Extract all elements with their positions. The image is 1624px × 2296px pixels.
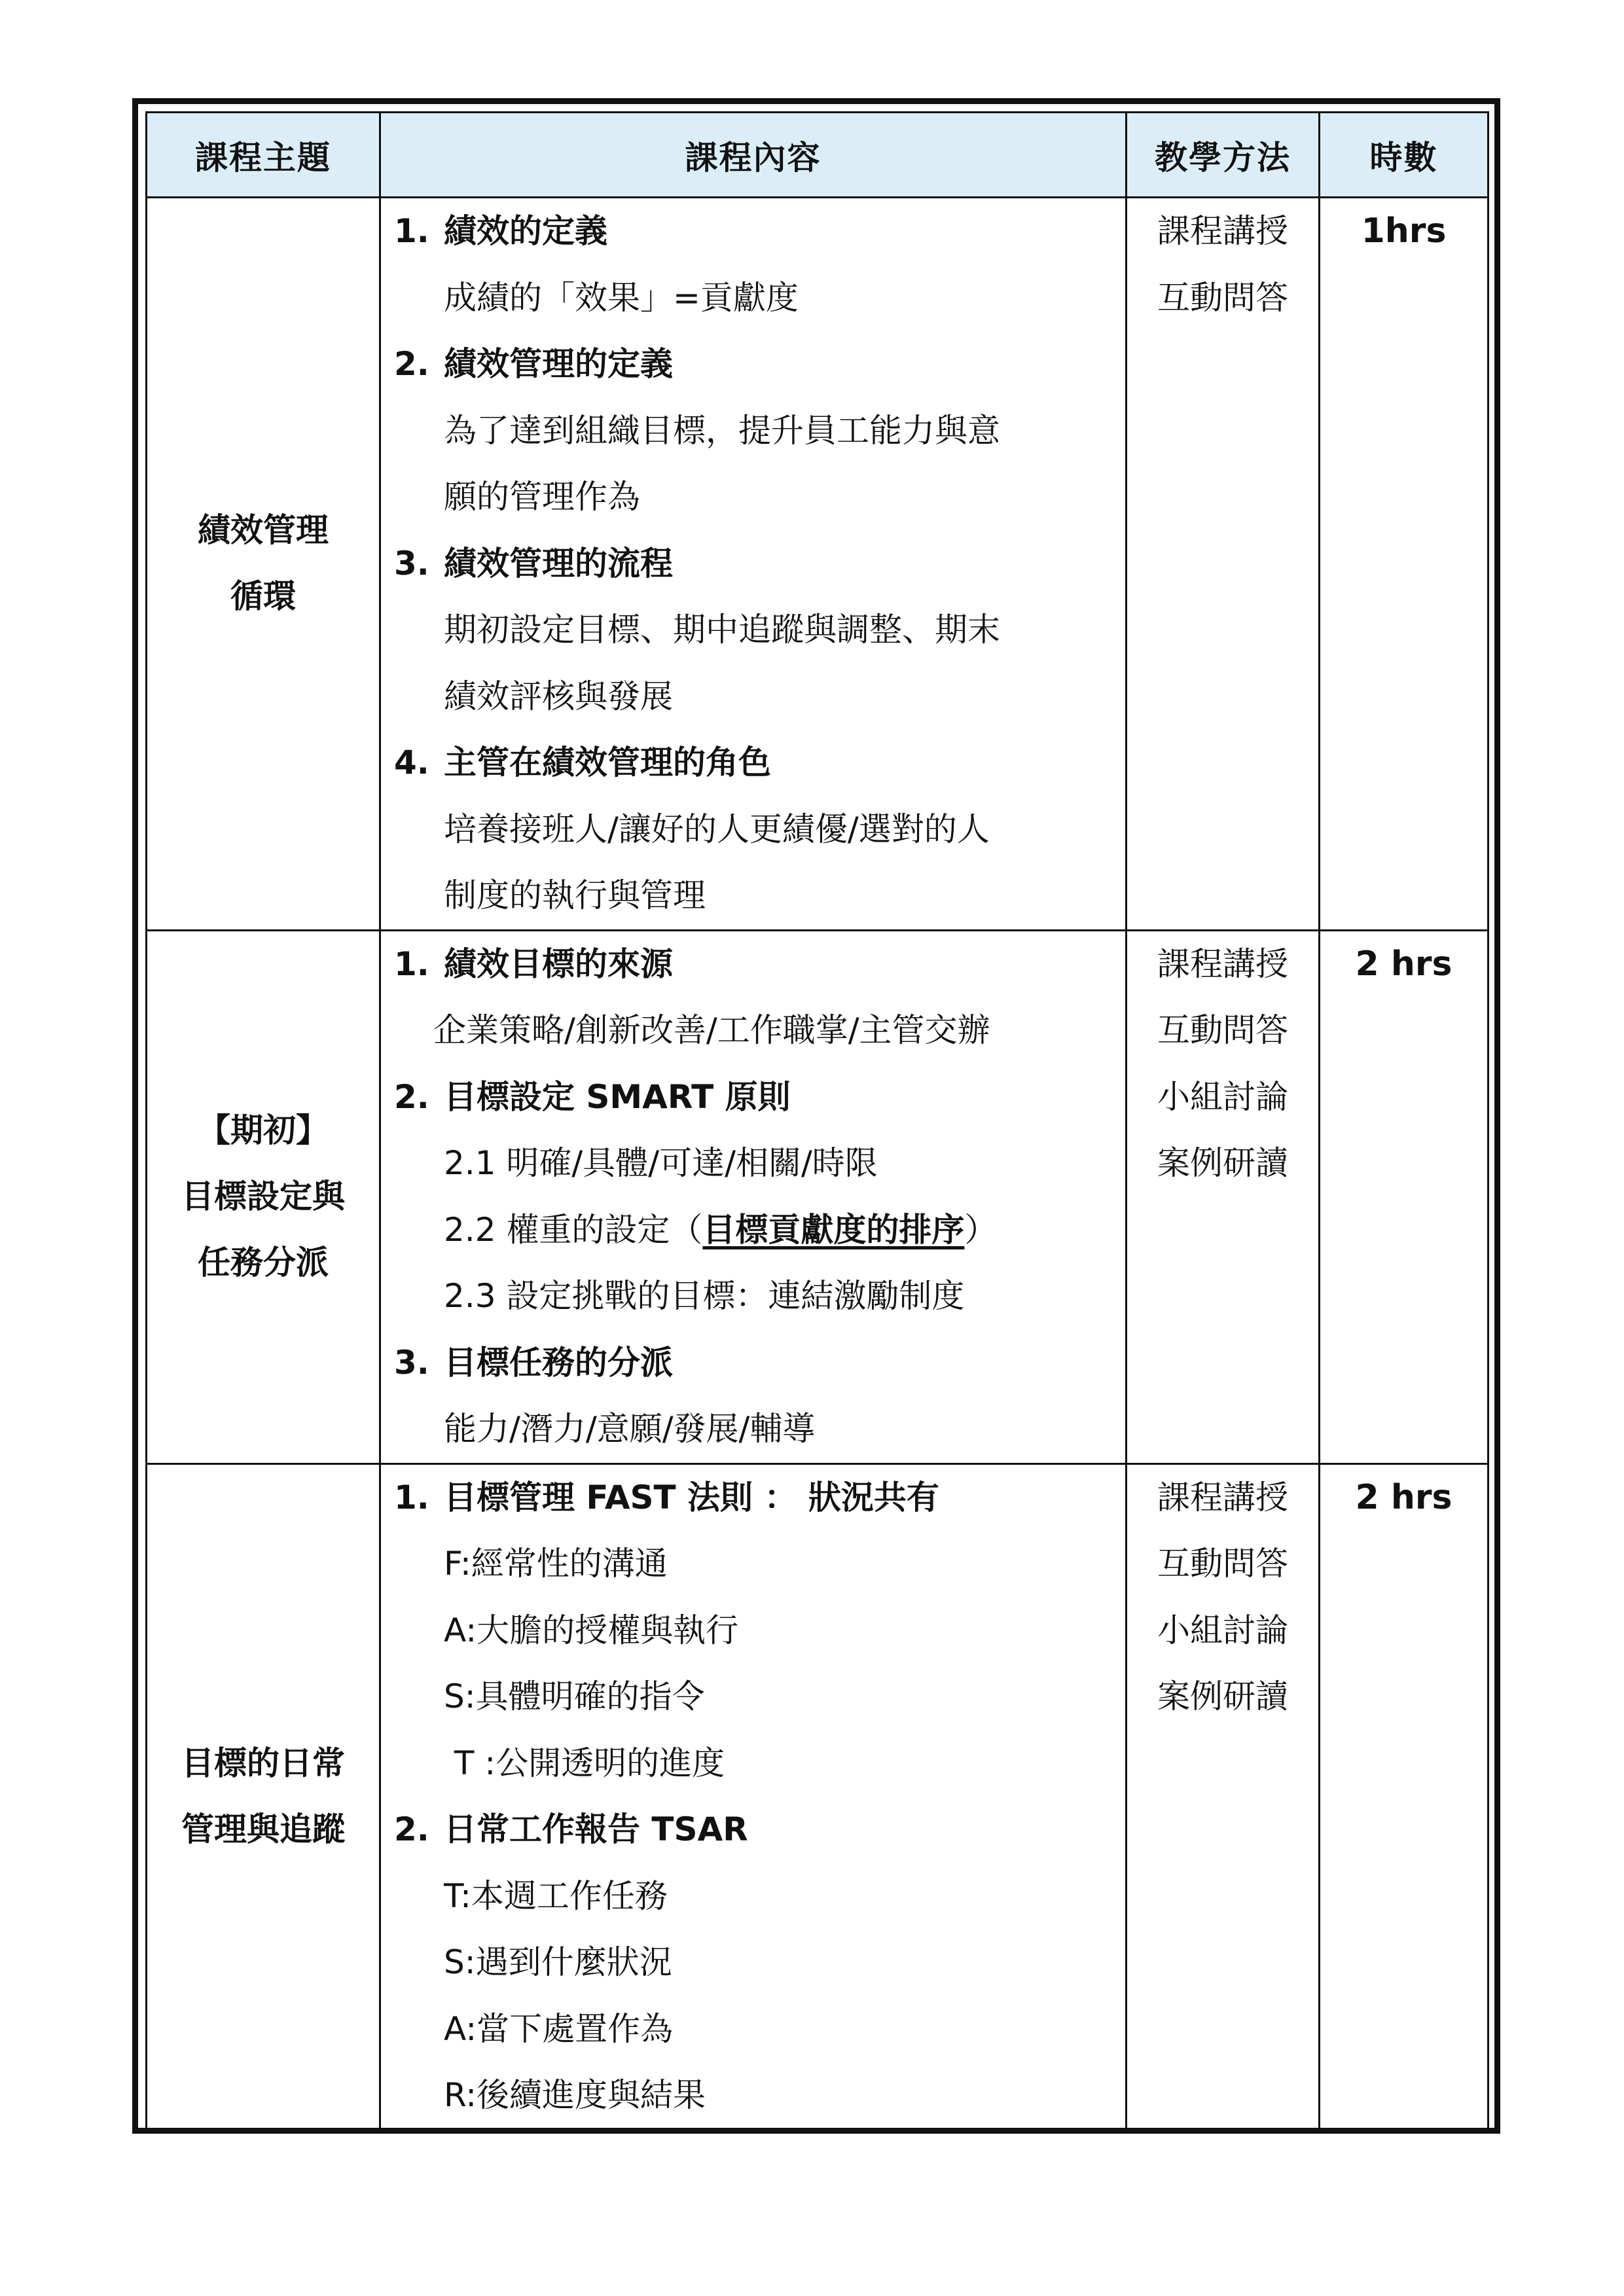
content-heading: 3. 目標任務的分派 [394, 1343, 673, 1382]
table-row [147, 1463, 1489, 2130]
method-item: 互動問答 [1157, 1545, 1288, 1583]
content-detail: 能力/潛力/意願/發展/輔導 [444, 1410, 816, 1448]
method-item: 課程講授 [1157, 212, 1288, 250]
header-topic: 課程主題 [147, 113, 380, 198]
hours-cell: 1hrs [1320, 198, 1489, 931]
topic-cell [147, 930, 380, 1463]
method-item: 課程講授 [1157, 1478, 1288, 1516]
content-heading: 1. 績效目標的來源 [394, 944, 673, 983]
content-heading: 4. 主管在績效管理的角色 [394, 744, 771, 781]
topic-line: 循環 [230, 577, 296, 616]
method-cell [1127, 930, 1320, 1463]
method-cell [1127, 1463, 1320, 2130]
topic-line: 管理與追蹤 [181, 1810, 345, 1848]
content-heading: 2. 目標設定 SMART 原則 [394, 1077, 791, 1116]
topic-line: 目標設定與 [181, 1177, 345, 1215]
underlined-emphasis: 目標貢獻度的排序 [702, 1210, 965, 1249]
content-heading: 3. 績效管理的流程 [394, 544, 673, 583]
topic-cell [147, 1463, 380, 2130]
content-detail: S:具體明確的指令 [444, 1677, 705, 1715]
course-table [145, 111, 1489, 2131]
method-item: 互動問答 [1157, 278, 1288, 317]
topic-cell [147, 198, 380, 931]
content-detail: 為了達到組織目標，提升員工能力與意 [444, 411, 1000, 450]
method-item: 小組討論 [1157, 1077, 1288, 1116]
method-item: 互動問答 [1157, 1011, 1288, 1049]
header-content: 課程內容 [380, 113, 1127, 198]
content-detail: A:大膽的授權與執行 [444, 1611, 739, 1649]
header-method: 教學方法 [1127, 113, 1320, 198]
content-detail: 企業策略/創新改善/工作職掌/主管交辦 [433, 1011, 990, 1049]
content-detail: S:遇到什麼狀況 [444, 1943, 672, 1981]
method-item: 案例研讀 [1157, 1144, 1288, 1182]
topic-line: 目標的日常 [181, 1744, 345, 1782]
table-row [147, 930, 1489, 1463]
content-detail: 績效評核與發展 [444, 677, 673, 715]
topic-line: 績效管理 [198, 511, 329, 550]
content-detail: A:當下處置作為 [444, 2009, 674, 2048]
topic-line: 任務分派 [198, 1244, 329, 1282]
content-detail: 成績的「效果」=貢獻度 [444, 278, 799, 317]
header-hours: 時數 [1320, 113, 1489, 198]
table-row [147, 198, 1489, 931]
content-detail: 願的管理作為 [444, 478, 640, 516]
content-heading: 2. 日常工作報告 TSAR [394, 1810, 748, 1848]
topic-line: 【期初】 [198, 1111, 329, 1149]
content-cell [380, 198, 1127, 931]
content-detail: 2.3 設定挑戰的目標：連結激勵制度 [444, 1277, 965, 1315]
header-row [147, 113, 1489, 198]
method-item: 課程講授 [1157, 944, 1288, 983]
content-detail: T :公開透明的進度 [444, 1744, 725, 1782]
content-heading: 1. 績效的定義 [394, 212, 607, 250]
content-cell [380, 930, 1127, 1463]
course-table-frame [132, 98, 1500, 2134]
method-item: 小組討論 [1157, 1611, 1288, 1649]
method-cell [1127, 198, 1320, 931]
content-detail: 培養接班人/讓好的人更績優/選對的人 [444, 810, 990, 848]
hours-cell: 2 hrs [1320, 1463, 1489, 2130]
hours-cell: 2 hrs [1320, 930, 1489, 1463]
content-heading: 1. 目標管理 FAST 法則 ： 狀況共有 [394, 1478, 939, 1516]
content-detail: 制度的執行與管理 [444, 876, 706, 914]
content-detail: R:後續進度與結果 [444, 2076, 706, 2114]
content-detail: T:本週工作任務 [444, 1876, 668, 1915]
content-detail: 2.1 明確/具體/可達/相關/時限 [444, 1144, 878, 1182]
content-heading: 2. 績效管理的定義 [394, 345, 673, 383]
content-detail: 2.2 權重的設定（目標貢獻度的排序） [444, 1210, 998, 1249]
content-detail: F:經常性的溝通 [444, 1545, 668, 1583]
method-item: 案例研讀 [1157, 1677, 1288, 1715]
content-cell [380, 1463, 1127, 2130]
content-detail: 期初設定目標、期中追蹤與調整、期末 [444, 611, 1000, 649]
